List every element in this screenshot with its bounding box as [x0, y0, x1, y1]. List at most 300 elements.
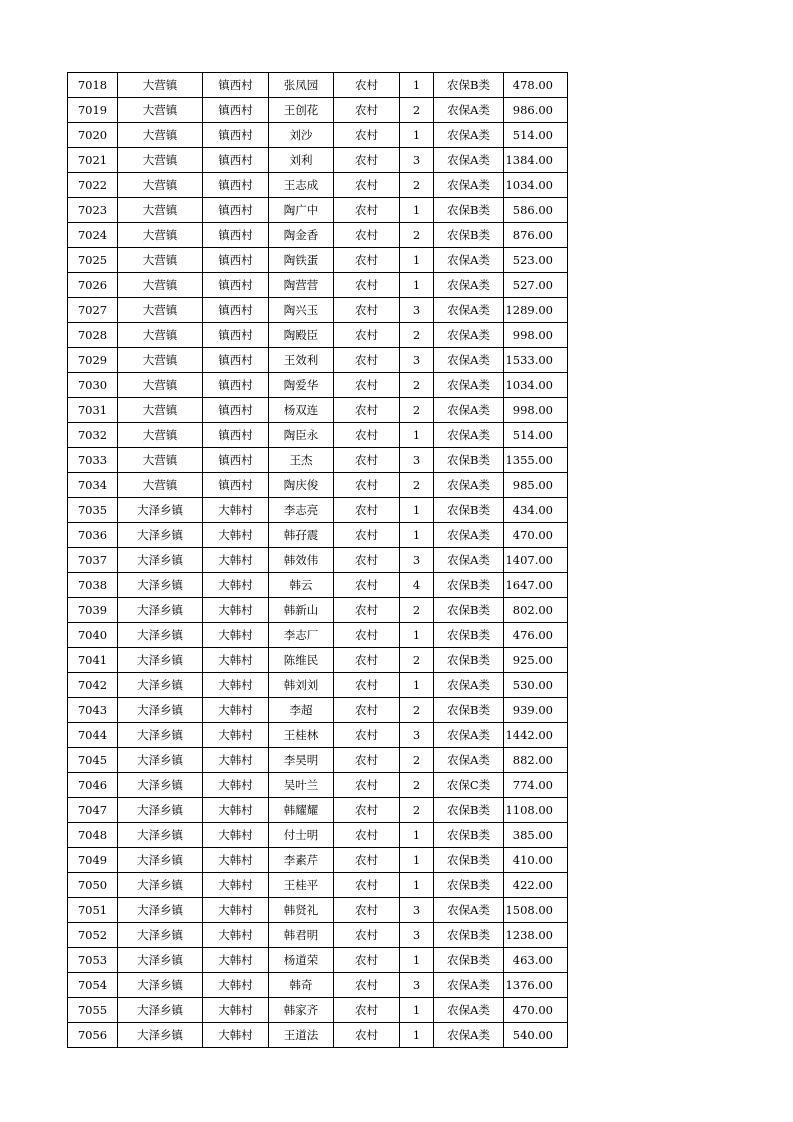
- town-cell: 大泽乡镇: [118, 623, 203, 648]
- amount-cell: 1238.00: [504, 923, 568, 948]
- insurance-category-cell: 农保B类: [434, 198, 504, 223]
- area-type-cell: 农村: [334, 248, 400, 273]
- amount-cell: 998.00: [504, 323, 568, 348]
- village-cell: 大韩村: [203, 673, 269, 698]
- household-count-cell: 1: [400, 673, 434, 698]
- table-row: [68, 323, 568, 348]
- record-id-cell: 7027: [68, 298, 118, 323]
- record-id-cell: 7041: [68, 648, 118, 673]
- amount-cell: 422.00: [504, 873, 568, 898]
- town-cell: 大营镇: [118, 373, 203, 398]
- table-row: [68, 673, 568, 698]
- record-id-cell: 7052: [68, 923, 118, 948]
- name-cell: 陶庆俊: [269, 473, 334, 498]
- town-cell: 大营镇: [118, 423, 203, 448]
- village-cell: 大韩村: [203, 873, 269, 898]
- insurance-category-cell: 农保B类: [434, 223, 504, 248]
- amount-cell: 514.00: [504, 123, 568, 148]
- insurance-category-cell: 农保C类: [434, 773, 504, 798]
- area-type-cell: 农村: [334, 173, 400, 198]
- town-cell: 大泽乡镇: [118, 498, 203, 523]
- amount-cell: 514.00: [504, 423, 568, 448]
- town-cell: 大营镇: [118, 273, 203, 298]
- insurance-category-cell: 农保B类: [434, 648, 504, 673]
- household-count-cell: 1: [400, 823, 434, 848]
- name-cell: 杨双连: [269, 398, 334, 423]
- table-row: [68, 923, 568, 948]
- insurance-category-cell: 农保B类: [434, 498, 504, 523]
- table-row: [68, 648, 568, 673]
- household-count-cell: 3: [400, 448, 434, 473]
- town-cell: 大泽乡镇: [118, 523, 203, 548]
- record-id-cell: 7033: [68, 448, 118, 473]
- name-cell: 韩云: [269, 573, 334, 598]
- insurance-category-cell: 农保A类: [434, 998, 504, 1023]
- table-row: [68, 273, 568, 298]
- household-count-cell: 3: [400, 923, 434, 948]
- household-count-cell: 1: [400, 948, 434, 973]
- name-cell: 韩耀耀: [269, 798, 334, 823]
- name-cell: 王创花: [269, 98, 334, 123]
- area-type-cell: 农村: [334, 323, 400, 348]
- insurance-category-cell: 农保B类: [434, 823, 504, 848]
- table-row: [68, 598, 568, 623]
- table-row: [68, 98, 568, 123]
- amount-cell: 1376.00: [504, 973, 568, 998]
- record-id-cell: 7045: [68, 748, 118, 773]
- amount-cell: 463.00: [504, 948, 568, 973]
- name-cell: 陶殿臣: [269, 323, 334, 348]
- household-count-cell: 1: [400, 623, 434, 648]
- insurance-category-cell: 农保B类: [434, 698, 504, 723]
- name-cell: 王效利: [269, 348, 334, 373]
- record-id-cell: 7039: [68, 598, 118, 623]
- name-cell: 王杰: [269, 448, 334, 473]
- record-id-cell: 7049: [68, 848, 118, 873]
- town-cell: 大泽乡镇: [118, 723, 203, 748]
- household-count-cell: 1: [400, 848, 434, 873]
- area-type-cell: 农村: [334, 873, 400, 898]
- name-cell: 韩君明: [269, 923, 334, 948]
- village-cell: 大韩村: [203, 648, 269, 673]
- village-cell: 大韩村: [203, 848, 269, 873]
- insurance-category-cell: 农保A类: [434, 748, 504, 773]
- area-type-cell: 农村: [334, 748, 400, 773]
- name-cell: 刘沙: [269, 123, 334, 148]
- insurance-category-cell: 农保A类: [434, 673, 504, 698]
- amount-cell: 470.00: [504, 998, 568, 1023]
- record-id-cell: 7035: [68, 498, 118, 523]
- area-type-cell: 农村: [334, 423, 400, 448]
- town-cell: 大营镇: [118, 98, 203, 123]
- insurance-category-cell: 农保B类: [434, 873, 504, 898]
- town-cell: 大营镇: [118, 298, 203, 323]
- name-cell: 陶兴玉: [269, 298, 334, 323]
- household-count-cell: 1: [400, 523, 434, 548]
- area-type-cell: 农村: [334, 848, 400, 873]
- amount-cell: 1508.00: [504, 898, 568, 923]
- area-type-cell: 农村: [334, 123, 400, 148]
- amount-cell: 385.00: [504, 823, 568, 848]
- household-count-cell: 3: [400, 348, 434, 373]
- household-count-cell: 3: [400, 298, 434, 323]
- table-row: [68, 748, 568, 773]
- area-type-cell: 农村: [334, 448, 400, 473]
- area-type-cell: 农村: [334, 823, 400, 848]
- area-type-cell: 农村: [334, 298, 400, 323]
- area-type-cell: 农村: [334, 273, 400, 298]
- village-cell: 镇西村: [203, 148, 269, 173]
- village-cell: 镇西村: [203, 398, 269, 423]
- village-cell: 大韩村: [203, 948, 269, 973]
- insurance-category-cell: 农保A类: [434, 398, 504, 423]
- town-cell: 大泽乡镇: [118, 898, 203, 923]
- area-type-cell: 农村: [334, 723, 400, 748]
- village-cell: 大韩村: [203, 723, 269, 748]
- record-id-cell: 7020: [68, 123, 118, 148]
- insurance-category-cell: 农保A类: [434, 423, 504, 448]
- name-cell: 付士明: [269, 823, 334, 848]
- village-cell: 镇西村: [203, 323, 269, 348]
- household-count-cell: 1: [400, 873, 434, 898]
- household-count-cell: 1: [400, 498, 434, 523]
- insurance-category-cell: 农保A类: [434, 98, 504, 123]
- area-type-cell: 农村: [334, 648, 400, 673]
- table-row: [68, 823, 568, 848]
- table-row: [68, 948, 568, 973]
- table-row: [68, 873, 568, 898]
- table-row: [68, 973, 568, 998]
- amount-cell: 478.00: [504, 73, 568, 98]
- table-row: [68, 898, 568, 923]
- table-row: [68, 398, 568, 423]
- insurance-category-cell: 农保A类: [434, 548, 504, 573]
- record-id-cell: 7034: [68, 473, 118, 498]
- insurance-category-cell: 农保A类: [434, 148, 504, 173]
- amount-cell: 1407.00: [504, 548, 568, 573]
- name-cell: 陶铁蛋: [269, 248, 334, 273]
- town-cell: 大泽乡镇: [118, 548, 203, 573]
- town-cell: 大泽乡镇: [118, 848, 203, 873]
- table-row: [68, 573, 568, 598]
- record-id-cell: 7055: [68, 998, 118, 1023]
- town-cell: 大营镇: [118, 248, 203, 273]
- insurance-category-cell: 农保B类: [434, 598, 504, 623]
- table-row: [68, 198, 568, 223]
- record-id-cell: 7030: [68, 373, 118, 398]
- name-cell: 王志成: [269, 173, 334, 198]
- record-id-cell: 7047: [68, 798, 118, 823]
- amount-cell: 925.00: [504, 648, 568, 673]
- record-id-cell: 7046: [68, 773, 118, 798]
- village-cell: 大韩村: [203, 798, 269, 823]
- insurance-category-cell: 农保B类: [434, 573, 504, 598]
- village-cell: 镇西村: [203, 448, 269, 473]
- town-cell: 大营镇: [118, 148, 203, 173]
- record-id-cell: 7040: [68, 623, 118, 648]
- village-cell: 镇西村: [203, 348, 269, 373]
- name-cell: 李志亮: [269, 498, 334, 523]
- table-row: [68, 798, 568, 823]
- town-cell: 大营镇: [118, 348, 203, 373]
- name-cell: 陶营营: [269, 273, 334, 298]
- amount-cell: 1355.00: [504, 448, 568, 473]
- name-cell: 陈维民: [269, 648, 334, 673]
- town-cell: 大泽乡镇: [118, 923, 203, 948]
- town-cell: 大泽乡镇: [118, 873, 203, 898]
- village-cell: 镇西村: [203, 273, 269, 298]
- town-cell: 大营镇: [118, 123, 203, 148]
- data-table-container: [67, 72, 568, 1048]
- record-id-cell: 7022: [68, 173, 118, 198]
- village-cell: 镇西村: [203, 298, 269, 323]
- area-type-cell: 农村: [334, 773, 400, 798]
- insurance-category-cell: 农保B类: [434, 923, 504, 948]
- village-cell: 大韩村: [203, 923, 269, 948]
- table-row: [68, 298, 568, 323]
- area-type-cell: 农村: [334, 573, 400, 598]
- household-count-cell: 1: [400, 998, 434, 1023]
- record-id-cell: 7019: [68, 98, 118, 123]
- record-id-cell: 7036: [68, 523, 118, 548]
- insurance-category-cell: 农保A类: [434, 473, 504, 498]
- area-type-cell: 农村: [334, 498, 400, 523]
- insurance-category-cell: 农保A类: [434, 898, 504, 923]
- record-id-cell: 7032: [68, 423, 118, 448]
- record-id-cell: 7029: [68, 348, 118, 373]
- town-cell: 大营镇: [118, 198, 203, 223]
- town-cell: 大泽乡镇: [118, 823, 203, 848]
- amount-cell: 527.00: [504, 273, 568, 298]
- amount-cell: 1289.00: [504, 298, 568, 323]
- insurance-category-cell: 农保B类: [434, 848, 504, 873]
- name-cell: 王道法: [269, 1023, 334, 1048]
- household-count-cell: 2: [400, 648, 434, 673]
- town-cell: 大营镇: [118, 323, 203, 348]
- village-cell: 大韩村: [203, 523, 269, 548]
- town-cell: 大泽乡镇: [118, 973, 203, 998]
- record-id-cell: 7024: [68, 223, 118, 248]
- village-cell: 镇西村: [203, 73, 269, 98]
- town-cell: 大泽乡镇: [118, 648, 203, 673]
- name-cell: 韩奇: [269, 973, 334, 998]
- village-cell: 镇西村: [203, 198, 269, 223]
- name-cell: 陶广中: [269, 198, 334, 223]
- town-cell: 大营镇: [118, 473, 203, 498]
- household-count-cell: 1: [400, 248, 434, 273]
- insurance-category-cell: 农保B类: [434, 448, 504, 473]
- household-count-cell: 3: [400, 548, 434, 573]
- area-type-cell: 农村: [334, 698, 400, 723]
- name-cell: 韩刘刘: [269, 673, 334, 698]
- town-cell: 大泽乡镇: [118, 748, 203, 773]
- insurance-category-cell: 农保B类: [434, 798, 504, 823]
- record-id-cell: 7038: [68, 573, 118, 598]
- amount-cell: 434.00: [504, 498, 568, 523]
- amount-cell: 1034.00: [504, 373, 568, 398]
- name-cell: 王桂平: [269, 873, 334, 898]
- household-count-cell: 2: [400, 698, 434, 723]
- area-type-cell: 农村: [334, 73, 400, 98]
- town-cell: 大泽乡镇: [118, 573, 203, 598]
- table-row: [68, 148, 568, 173]
- area-type-cell: 农村: [334, 198, 400, 223]
- amount-cell: 876.00: [504, 223, 568, 248]
- amount-cell: 998.00: [504, 398, 568, 423]
- amount-cell: 1108.00: [504, 798, 568, 823]
- record-id-cell: 7026: [68, 273, 118, 298]
- table-row: [68, 223, 568, 248]
- amount-cell: 586.00: [504, 198, 568, 223]
- name-cell: 李志厂: [269, 623, 334, 648]
- amount-cell: 523.00: [504, 248, 568, 273]
- town-cell: 大泽乡镇: [118, 698, 203, 723]
- area-type-cell: 农村: [334, 348, 400, 373]
- village-cell: 镇西村: [203, 248, 269, 273]
- village-cell: 大韩村: [203, 773, 269, 798]
- amount-cell: 802.00: [504, 598, 568, 623]
- insurance-category-cell: 农保A类: [434, 373, 504, 398]
- table-row: [68, 548, 568, 573]
- insurance-category-cell: 农保A类: [434, 523, 504, 548]
- village-cell: 镇西村: [203, 123, 269, 148]
- household-count-cell: 2: [400, 98, 434, 123]
- name-cell: 韩效伟: [269, 548, 334, 573]
- amount-cell: 470.00: [504, 523, 568, 548]
- area-type-cell: 农村: [334, 948, 400, 973]
- insurance-category-cell: 农保A类: [434, 723, 504, 748]
- household-count-cell: 1: [400, 273, 434, 298]
- table-row: [68, 248, 568, 273]
- table-row: [68, 773, 568, 798]
- area-type-cell: 农村: [334, 673, 400, 698]
- village-cell: 大韩村: [203, 898, 269, 923]
- table-row: [68, 698, 568, 723]
- household-count-cell: 1: [400, 73, 434, 98]
- name-cell: 韩贤礼: [269, 898, 334, 923]
- household-count-cell: 1: [400, 1023, 434, 1048]
- table-row: [68, 998, 568, 1023]
- record-id-cell: 7042: [68, 673, 118, 698]
- table-row: [68, 423, 568, 448]
- household-count-cell: 2: [400, 373, 434, 398]
- household-count-cell: 2: [400, 798, 434, 823]
- amount-cell: 882.00: [504, 748, 568, 773]
- village-cell: 大韩村: [203, 698, 269, 723]
- area-type-cell: 农村: [334, 523, 400, 548]
- name-cell: 陶爱华: [269, 373, 334, 398]
- town-cell: 大营镇: [118, 73, 203, 98]
- household-count-cell: 3: [400, 898, 434, 923]
- household-count-cell: 3: [400, 723, 434, 748]
- record-id-cell: 7037: [68, 548, 118, 573]
- insurance-category-cell: 农保A类: [434, 348, 504, 373]
- household-count-cell: 2: [400, 773, 434, 798]
- name-cell: 张凤园: [269, 73, 334, 98]
- amount-cell: 540.00: [504, 1023, 568, 1048]
- town-cell: 大泽乡镇: [118, 1023, 203, 1048]
- area-type-cell: 农村: [334, 548, 400, 573]
- insurance-category-cell: 农保A类: [434, 273, 504, 298]
- village-cell: 大韩村: [203, 598, 269, 623]
- village-cell: 大韩村: [203, 748, 269, 773]
- table-row: [68, 523, 568, 548]
- table-row: [68, 348, 568, 373]
- insurance-category-cell: 农保B类: [434, 623, 504, 648]
- insurance-category-cell: 农保A类: [434, 298, 504, 323]
- area-type-cell: 农村: [334, 973, 400, 998]
- town-cell: 大营镇: [118, 398, 203, 423]
- data-table: [67, 72, 568, 1048]
- household-count-cell: 2: [400, 598, 434, 623]
- record-id-cell: 7023: [68, 198, 118, 223]
- amount-cell: 530.00: [504, 673, 568, 698]
- record-id-cell: 7043: [68, 698, 118, 723]
- village-cell: 镇西村: [203, 98, 269, 123]
- household-count-cell: 1: [400, 423, 434, 448]
- amount-cell: 774.00: [504, 773, 568, 798]
- amount-cell: 985.00: [504, 473, 568, 498]
- name-cell: 杨道荣: [269, 948, 334, 973]
- amount-cell: 986.00: [504, 98, 568, 123]
- amount-cell: 1034.00: [504, 173, 568, 198]
- area-type-cell: 农村: [334, 798, 400, 823]
- name-cell: 李超: [269, 698, 334, 723]
- village-cell: 镇西村: [203, 473, 269, 498]
- record-id-cell: 7050: [68, 873, 118, 898]
- town-cell: 大泽乡镇: [118, 798, 203, 823]
- town-cell: 大营镇: [118, 448, 203, 473]
- record-id-cell: 7048: [68, 823, 118, 848]
- table-row: [68, 373, 568, 398]
- insurance-category-cell: 农保B类: [434, 73, 504, 98]
- insurance-category-cell: 农保A类: [434, 173, 504, 198]
- insurance-category-cell: 农保A类: [434, 123, 504, 148]
- record-id-cell: 7018: [68, 73, 118, 98]
- name-cell: 韩孖震: [269, 523, 334, 548]
- household-count-cell: 2: [400, 398, 434, 423]
- record-id-cell: 7031: [68, 398, 118, 423]
- table-body: [68, 73, 568, 1048]
- village-cell: 大韩村: [203, 548, 269, 573]
- name-cell: 陶臣永: [269, 423, 334, 448]
- name-cell: 韩家齐: [269, 998, 334, 1023]
- table-row: [68, 123, 568, 148]
- household-count-cell: 4: [400, 573, 434, 598]
- record-id-cell: 7028: [68, 323, 118, 348]
- amount-cell: 476.00: [504, 623, 568, 648]
- insurance-category-cell: 农保B类: [434, 948, 504, 973]
- household-count-cell: 1: [400, 123, 434, 148]
- village-cell: 大韩村: [203, 998, 269, 1023]
- amount-cell: 1533.00: [504, 348, 568, 373]
- town-cell: 大泽乡镇: [118, 673, 203, 698]
- table-row: [68, 723, 568, 748]
- household-count-cell: 2: [400, 323, 434, 348]
- town-cell: 大泽乡镇: [118, 998, 203, 1023]
- record-id-cell: 7025: [68, 248, 118, 273]
- record-id-cell: 7021: [68, 148, 118, 173]
- village-cell: 镇西村: [203, 173, 269, 198]
- village-cell: 大韩村: [203, 573, 269, 598]
- amount-cell: 1647.00: [504, 573, 568, 598]
- area-type-cell: 农村: [334, 1023, 400, 1048]
- area-type-cell: 农村: [334, 148, 400, 173]
- table-row: [68, 498, 568, 523]
- area-type-cell: 农村: [334, 473, 400, 498]
- record-id-cell: 7051: [68, 898, 118, 923]
- record-id-cell: 7044: [68, 723, 118, 748]
